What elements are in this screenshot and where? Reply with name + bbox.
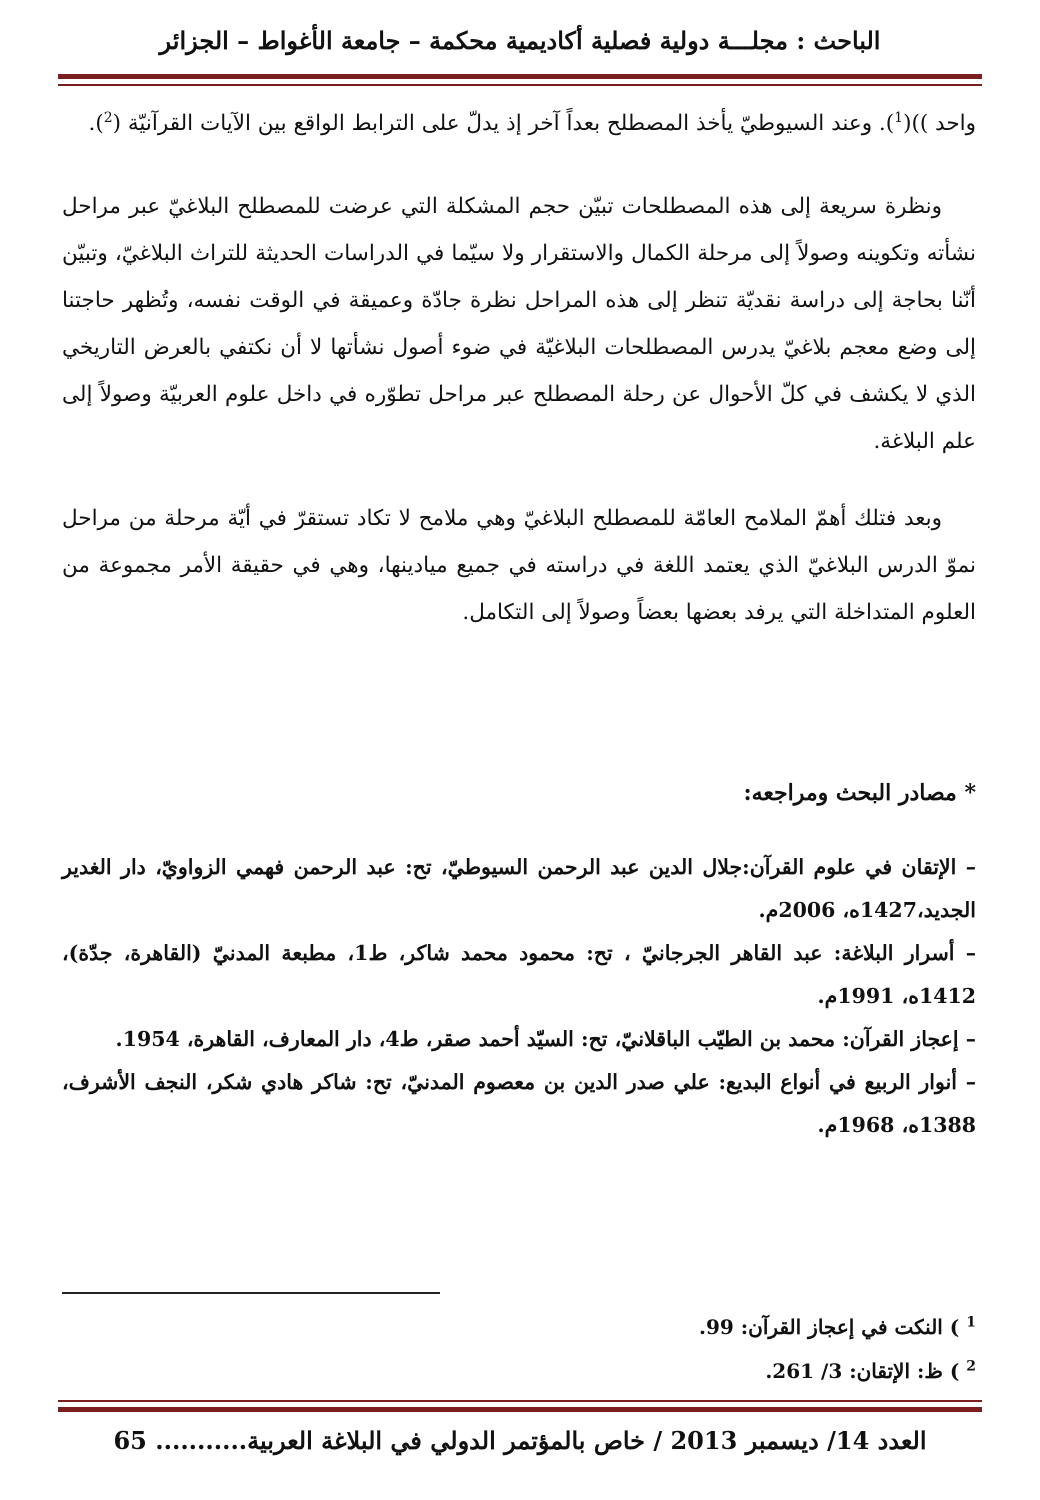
journal-header-title: الباحث : مجلـــة دولية فصلية أكاديمية محكمة – جامعة الأغواط – الجزائر — [159, 26, 881, 55]
footnote-text: ) النكت في إعجاز القرآن: 99. — [699, 1315, 960, 1339]
footnote-ref-2: 2 — [103, 109, 113, 126]
paragraph-3: وبعد فتلك أهمّ الملامح العامّة للمصطلح البلاغيّ وهي ملامح لا تكاد تستقرّ في أيّة مرحلة من مراحل نموّ الدرس البلاغيّ الذي يعتمد اللغة في دراسته في جميع ميادينها، وهي في حقيقة الأمر مجموعة من العلوم المتداخلة التي يرفد بعضها بعضاً وصولاً إلى التكامل. — [62, 506, 976, 625]
footnote-number: 1 — [966, 1314, 976, 1331]
reference-item: – الإتقان في علوم القرآن:جلال الدين عبد الرحمن السيوطيّ، تح: عبد الرحمن فهمي الزواويّ، دار الغدير الجديد،1427ه، 2006م. — [62, 855, 976, 922]
page-footer: العدد 14/ ديسمبر 2013 / خاص بالمؤتمر الدولي في البلاغة العربية........... 65 — [113, 1426, 927, 1455]
footnotes — [62, 1305, 976, 1393]
paragraph-1-part-b: ). وعند السيوطيّ يأخذ المصطلح بعداً آخر إذ يدلّ على الترابط الواقع بين الآيات القرآنيّة ( — [112, 111, 895, 136]
reference-item: – أسرار البلاغة: عبد القاهر الجرجانيّ ، تح: محمود محمد شاكر، ط1، مطبعة المدنيّ (القاهرة، جدّة)، 1412ه، 1991م. — [62, 941, 977, 1008]
reference-item: – أنوار الربيع في أنواع البديع: علي صدر الدين بن معصوم المدنيّ، تح: شاكر هادي شكر، النجف الأشرف، 1388ه، 1968م. — [62, 1070, 976, 1137]
references-heading: * مصادر البحث ومراجعه: — [743, 780, 976, 806]
reference-item: – إعجاز القرآن: محمد بن الطيّب الباقلانيّ، تح: السيّد أحمد صقر، ط4، دار المعارف، القاهرة، 1954. — [115, 1027, 976, 1051]
header-rule-thin — [58, 84, 982, 86]
footnote-ref-1: 1 — [894, 109, 904, 126]
paragraph-1-part-c: ). — [88, 111, 104, 136]
footnote-number: 2 — [966, 1358, 976, 1375]
footnote-item — [62, 1349, 976, 1393]
footnote-text: ) ظ: الإتقان: 3/ 261. — [765, 1359, 960, 1383]
main-body — [62, 100, 976, 658]
footnote-item — [62, 1305, 976, 1349]
footnote-separator — [62, 1292, 440, 1294]
header-rule-thick — [58, 74, 982, 79]
paragraph-1 — [62, 100, 976, 147]
paragraph-1-part-a: واحد ))( — [903, 111, 976, 136]
references-list — [62, 846, 976, 1147]
paragraph-2: ونظرة سريعة إلى هذه المصطلحات تبيّن حجم المشكلة التي عرضت للمصطلح البلاغيّ عبر مراحل نشأته وتكوينه وصولاً إلى مرحلة الكمال والاستقرار ولا سيّما في الدراسات الحديثة للتراث البلاغيّ، وتبيّن أنّنا بحاجة إلى دراسة نقديّة تنظر إلى هذه المراحل نظرة جادّة وعميقة في الوقت نفسه، وتُظهر حاجتنا إلى وضع معجم بلاغيّ يدرس المصطلحات البلاغيّة في ضوء أصول نشأتها لا أن نكتفي بالعرض التاريخي الذي لا يكشف في كلّ الأحوال عن رحلة المصطلح عبر مراحل تطوّره في داخل علوم العربيّة وصولاً إلى علم البلاغة. — [62, 194, 976, 454]
footer-rule-thick — [58, 1407, 982, 1412]
footer-rule-thin — [58, 1400, 982, 1402]
